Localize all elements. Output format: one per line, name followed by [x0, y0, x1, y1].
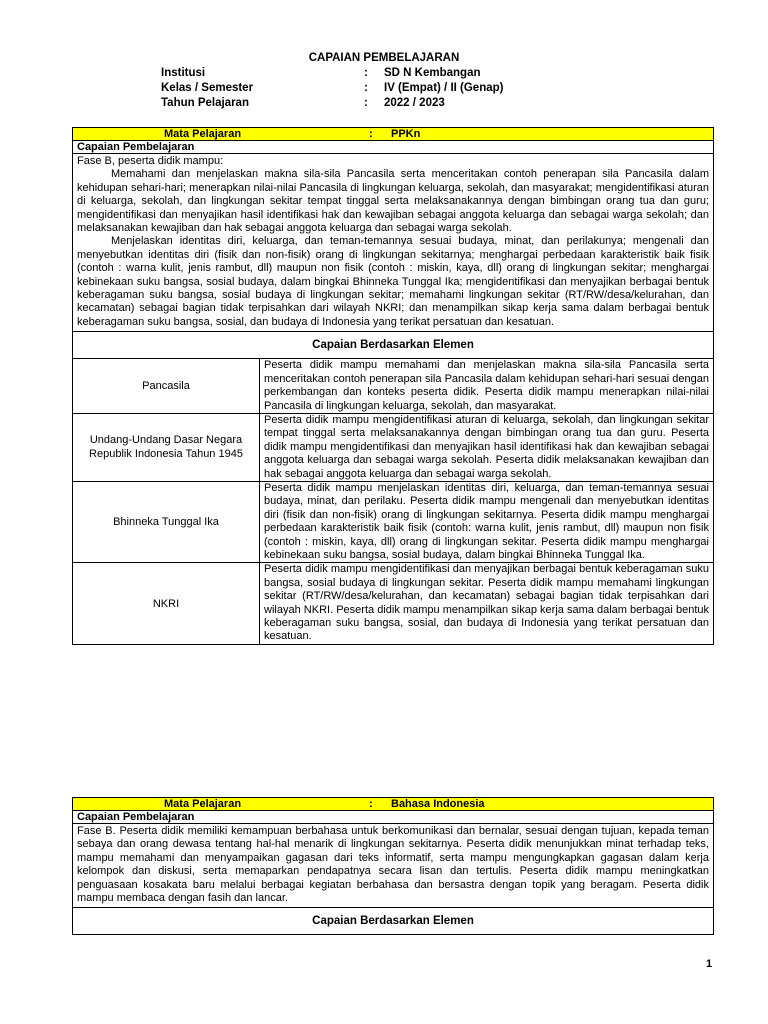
- cp-paragraph: Menjelaskan identitas diri, keluarga, dan teman-temannya sesuai budaya, minat, dan perilakunya; mengenali dan menyebutkan identitas diri (fisik dan non-fisik) orang di lingkungan sekitarnya; menghargai perbedaan karakteristik baik fisik (contoh : warna kulit, jenis rambut, dll) maupun non fisik (contoh : miskin, kaya, dll) orang di lingkungan sekitar; menghargai kebinekaan suku bangsa, sosial budaya, dalam bingkai Bhinneka Tunggal Ika; mengidentifikasi dan menyajikan berbagai bentuk keberagaman suku bangsa, sosial budaya di lingkungan sekitar; memahami lingkungan sekitar (RT/RW/desa/kelurahan, dan kecamatan) sebagai bagian tidak terpisahkan dari wilayah NKRI; dan menampilkan sikap kerja sama dalam berbagai bentuk keberagaman suku bangsa, sosial, dan budaya di Indonesia yang terikat persatuan dan kesatuan.: [77, 235, 709, 328]
- subject-name: Bahasa Indonesia: [391, 798, 485, 810]
- section-bahasa-indonesia: [72, 797, 714, 935]
- elements-heading: Capaian Berdasarkan Elemen: [73, 908, 714, 935]
- subject-label: Mata Pelajaran: [164, 128, 242, 140]
- document-meta: [161, 67, 503, 112]
- element-name: NKRI: [73, 563, 260, 644]
- section-ppkn: [72, 127, 714, 645]
- element-row: [73, 481, 714, 562]
- cp-heading: Capaian Pembelajaran: [73, 811, 714, 824]
- meta-row-institusi: [161, 67, 503, 82]
- cp-heading: Capaian Pembelajaran: [73, 141, 714, 154]
- element-row: [73, 413, 714, 481]
- subject-colon: :: [369, 128, 373, 140]
- cp-paragraph: Memahami dan menjelaskan makna sila-sila Pancasila serta menceritakan contoh penerapan sila Pancasila dalam kehidupan sehari-hari; menerapkan nilai-nilai Pancasila di lingkungan keluarga, sekolah, dan masyarakat; mengidentifikasi aturan di keluarga, sekolah, dan lingkungan sekitar tempat tinggal serta melaksanakannya dengan bimbingan orang tua dan guru; mengidentifikasi dan menyajikan hasil identifikasi hak dan kewajiban sebagai anggota keluarga dan sebagai warga sekolah; dan melaksanakan kewajiban dan hak sebagai anggota keluarga dan sebagai warga sekolah.: [77, 168, 709, 235]
- meta-colon: :: [364, 67, 368, 79]
- subject-name: PPKn: [391, 128, 421, 140]
- subject-row: [73, 128, 714, 141]
- meta-label: Institusi: [161, 67, 206, 79]
- element-row: [73, 359, 714, 414]
- meta-row-kelas: [161, 82, 503, 97]
- meta-row-tahun: [161, 97, 503, 112]
- meta-colon: :: [364, 97, 368, 109]
- subject-label: Mata Pelajaran: [164, 798, 242, 810]
- cp-body: Fase B. Peserta didik memiliki kemampuan berbahasa untuk berkomunikasi dan bernalar, sesuai dengan tujuan, kepada teman sebaya dan orang dewasa tentang hal-hal menarik di lingkungan sekitarnya. Peserta didik menunjukkan minat terhadap teks, mampu memahami dan menyampaikan gagasan dari teks informatif, serta mampu mengungkapkan gagasan dalam kerja kelompok dan diskusi, serta memaparkan pendapatnya secara lisan dan tertulis. Peserta didik mampu meningkatkan penguasaan kosakata baru melalui berbagai kegiatan berbahasa dan bersastra dengan topik yang beragam. Peserta didik mampu membaca dengan fasih dan lancar.: [73, 824, 714, 908]
- cp-intro: Fase B, peserta didik mampu:: [77, 155, 224, 167]
- element-row: [73, 563, 714, 644]
- cp-body: [73, 154, 714, 332]
- meta-colon: :: [364, 82, 368, 94]
- element-desc: Peserta didik mampu mengidentifikasi dan menyajikan berbagai bentuk keberagaman suku bangsa, sosial budaya di lingkungan sekitar. Peserta didik mampu memahami lingkungan sekitar (RT/RW/desa/kelurahan, dan kecamatan) sebagai bagian tidak terpisahkan dari wilayah NKRI. Peserta didik mampu menampilkan sikap kerja sama dalam berbagai bentuk keberagaman suku bangsa, sosial, dan budaya di Indonesia yang terikat persatuan dan kesatuan.: [260, 563, 714, 644]
- subject-colon: :: [369, 798, 373, 810]
- meta-value: IV (Empat) / II (Genap): [384, 82, 504, 94]
- element-name: Bhinneka Tunggal Ika: [73, 481, 260, 562]
- element-name: Pancasila: [73, 359, 260, 414]
- element-desc: Peserta didik mampu menjelaskan identitas diri, keluarga, dan teman-temannya sesuai budaya, minat, dan perilaku. Peserta didik mampu mengenali dan menyebutkan identitas diri (fisik dan non-fisik) orang di lingkungan sekitarnya. Peserta didik mampu menghargai perbedaan karakteristik baik fisik (contoh: warna kulit, jenis rambut, dll) maupun non fisik (contoh : miskin, kaya, dll) orang di lingkungan sekitar. Peserta didik mampu menghargai kebinekaan suku bangsa, sosial budaya, dalam bingkai Bhinneka Tunggal Ika.: [260, 481, 714, 562]
- meta-value: 2022 / 2023: [384, 97, 445, 109]
- element-name: Undang-Undang Dasar Negara Republik Indonesia Tahun 1945: [73, 413, 260, 481]
- subject-row: [73, 798, 714, 811]
- element-desc: Peserta didik mampu mengidentifikasi aturan di keluarga, sekolah, dan lingkungan sekitar tempat tinggal serta melaksanakannya dengan bimbingan orang tua dan guru. Peserta didik mampu mengidentifikasi dan menyajikan hasil identifikasi hak dan kewajiban sebagai anggota keluarga dan sebagai warga sekolah. Peserta didik melaksanakan kewajiban dan hak sebagai anggota keluarga dan sebagai warga sekolah.: [260, 413, 714, 481]
- page-number: 1: [706, 958, 713, 970]
- meta-label: Tahun Pelajaran: [161, 97, 249, 109]
- meta-label: Kelas / Semester: [161, 82, 254, 94]
- document-title: CAPAIAN PEMBELAJARAN: [308, 52, 460, 64]
- elements-heading: Capaian Berdasarkan Elemen: [73, 332, 714, 359]
- meta-value: SD N Kembangan: [384, 67, 481, 79]
- element-desc: Peserta didik mampu memahami dan menjelaskan makna sila-sila Pancasila serta menceritakan contoh penerapan sila Pancasila dalam kehidupan sehari-hari sesuai dengan perkembangan dan konteks peserta didik. Peserta didik mampu menerapkan nilai-nilai Pancasila di lingkungan keluarga, sekolah, dan masyarakat.: [260, 359, 714, 414]
